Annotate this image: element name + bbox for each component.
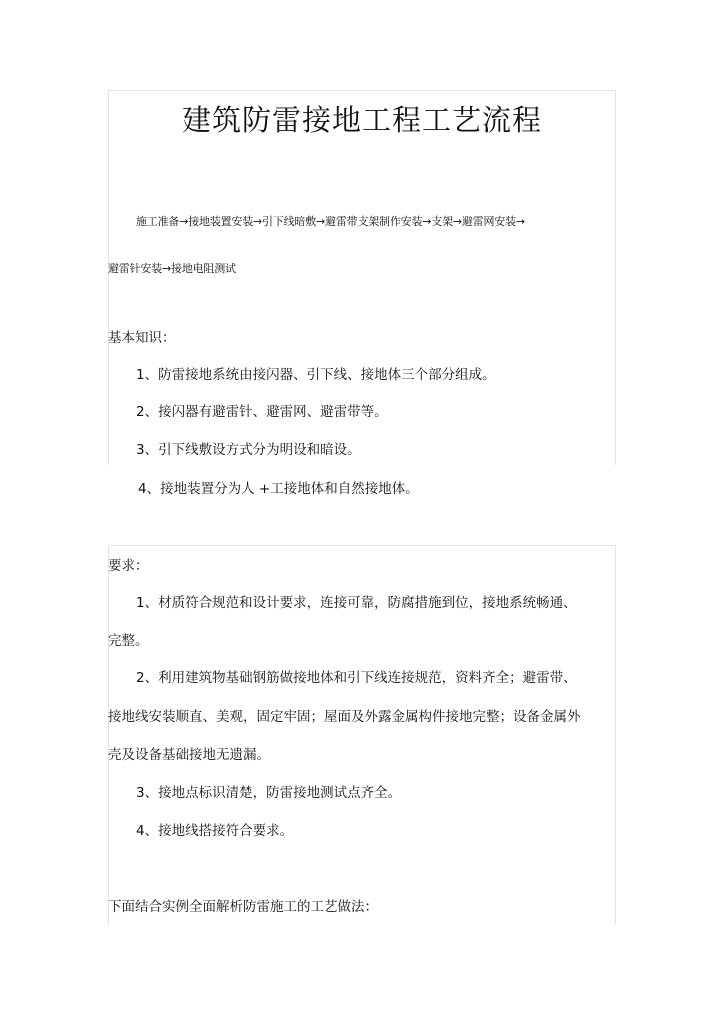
requirement-2-line-3: 壳及设备基础接地无遗漏。: [108, 747, 270, 763]
basic-knowledge-heading: 基本知识：: [108, 330, 176, 346]
document-title: 建筑防雷接地工程工艺流程: [181, 103, 542, 137]
basic-knowledge-item-4: 4、接地装置分为人 +工接地体和自然接地体。: [138, 481, 419, 497]
requirement-2-line-1: 2、利用建筑物基础钢筋做接地体和引下线连接规范，资料齐全；避雷带、: [136, 670, 577, 686]
closing-line: 下面结合实例全面解析防雷施工的工艺做法：: [108, 899, 378, 915]
frame2-top-border: [108, 545, 616, 546]
requirements-heading: 要求：: [108, 558, 149, 574]
frame-right-border: [615, 90, 616, 465]
basic-knowledge-item-2: 2、接闪器有避雷针、避雷网、避雷带等。: [136, 404, 388, 420]
frame2-right-border: [615, 545, 616, 925]
basic-knowledge-item-1: 1、防雷接地系统由接闪器、引下线、接地体三个部分组成。: [136, 367, 496, 383]
requirement-2-line-2: 接地线安装顺直、美观，固定牢固；屋面及外露金属构件接地完整；设备金属外: [108, 709, 581, 725]
frame-top-border: [108, 90, 616, 91]
requirement-4: 4、接地线搭接符合要求。: [136, 823, 294, 839]
basic-knowledge-item-3: 3、引下线敷设方式分为明设和暗设。: [136, 442, 361, 458]
requirement-3: 3、接地点标识清楚，防雷接地测试点齐全。: [136, 785, 402, 801]
frame2-left-border: [108, 545, 109, 925]
process-flow-line-2: 避雷针安装→接地电阻测试: [108, 262, 236, 275]
requirement-1-line-2: 完整。: [108, 633, 149, 649]
process-flow-line-1: 施工准备→接地装置安装→引下线暗敷→避雷带支架制作安装→支架→避雷网安装→: [136, 215, 525, 228]
requirement-1-line-1: 1、材质符合规范和设计要求，连接可靠，防腐措施到位，接地系统畅通、: [136, 595, 577, 611]
